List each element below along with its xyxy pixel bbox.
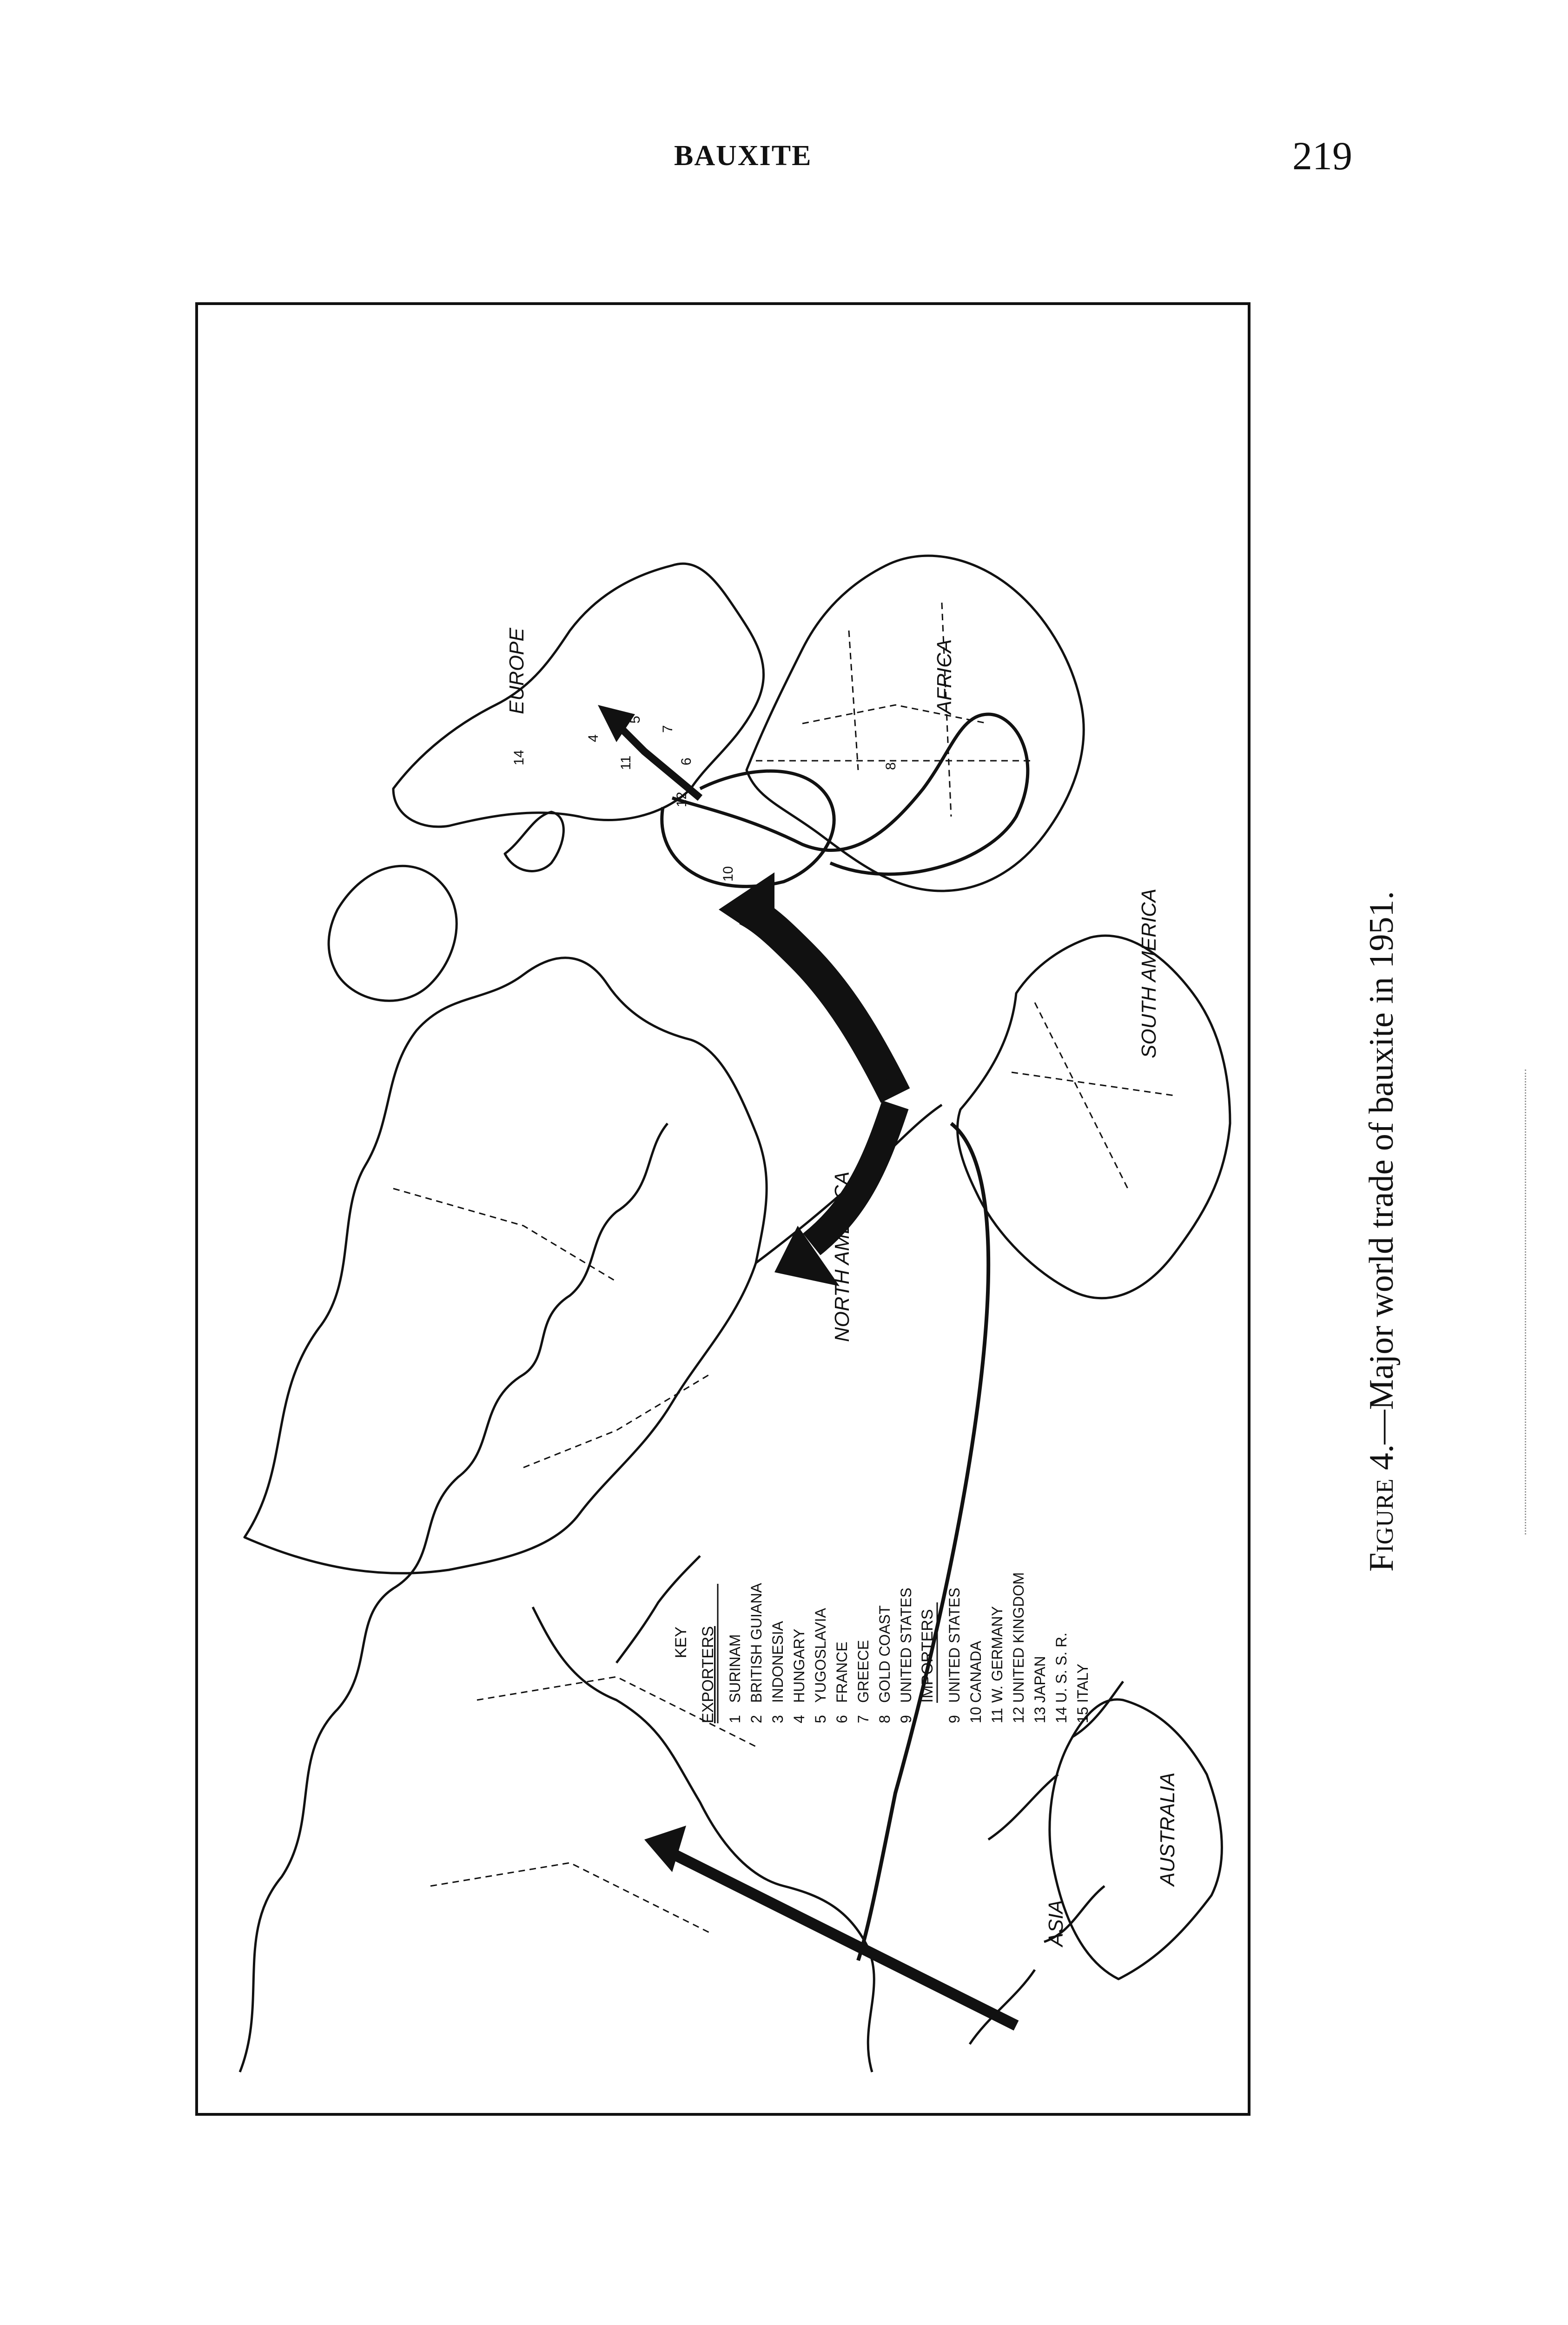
- legend-exporters-heading: EXPORTERS: [699, 1626, 717, 1723]
- legend-importer-name: U. S. S. R.: [1053, 1632, 1070, 1703]
- legend-importer-num: 14: [1053, 1707, 1070, 1723]
- figure-caption: [1362, 891, 1402, 1572]
- marker-greece: 7: [660, 725, 675, 733]
- marker-w-germany: 11: [618, 755, 634, 770]
- legend-exporter-num: 6: [834, 1715, 850, 1723]
- marker-yugoslavia: 5: [628, 716, 643, 724]
- legend-exporter-num: 5: [812, 1715, 829, 1723]
- legend-exporter-name: YUGOSLAVIA: [812, 1608, 829, 1703]
- scan-edge-mark: [1525, 1070, 1529, 1534]
- legend-importer-name: UNITED STATES: [946, 1588, 963, 1703]
- australia-outline: [1050, 1700, 1222, 1979]
- legend-exporter-num: 2: [748, 1715, 765, 1723]
- legend-exporter-name: GREECE: [855, 1640, 872, 1703]
- legend-exporter-num: 1: [727, 1715, 743, 1723]
- world-map-svg: [198, 305, 1253, 2119]
- figure-caption-label: Figure 4.: [1363, 1444, 1401, 1572]
- world-map-figure: [195, 302, 1250, 2116]
- legend-importers-heading: IMPORTERS: [919, 1609, 936, 1703]
- flow-loop-gold-coast: [672, 714, 1028, 874]
- legend-importer-name: ITALY: [1074, 1663, 1091, 1703]
- legend-importer-name: UNITED KINGDOM: [1010, 1572, 1027, 1703]
- legend-importer-num: 15: [1074, 1707, 1091, 1723]
- page-number: 219: [1292, 133, 1352, 178]
- legend-importer-num: 9: [946, 1715, 963, 1723]
- flow-arrow-guiana-to-us: [812, 1105, 895, 1244]
- legend-exporter-name: UNITED STATES: [898, 1588, 914, 1703]
- legend-importer-name: W. GERMANY: [989, 1606, 1006, 1703]
- marker-suriname-guiana: 1 2: [883, 1076, 899, 1096]
- europe-outline: [393, 564, 764, 827]
- marker-uk: 12: [674, 791, 689, 807]
- legend-importer-name: CANADA: [967, 1641, 984, 1703]
- figure-caption-text: —Major world trade of bauxite in 1951.: [1363, 891, 1401, 1444]
- legend-exporter-num: 4: [791, 1715, 807, 1723]
- label-europe: EUROPE: [505, 628, 528, 714]
- south-america-outline: [958, 936, 1230, 1298]
- legend-title: KEY: [672, 1626, 690, 1658]
- north-america-outline: [245, 958, 767, 1574]
- indonesia-islands: [970, 1681, 1123, 2044]
- asia-coastline: [240, 1123, 668, 2072]
- boundary-lines-north-america: [393, 1189, 709, 1468]
- label-africa: AFRICA: [933, 639, 956, 714]
- marker-canada: 10: [721, 866, 736, 882]
- marker-gold-coast: 8: [883, 762, 899, 770]
- legend-exporter-num: 8: [876, 1715, 893, 1723]
- legend-exporter-num: 7: [855, 1715, 872, 1723]
- running-head: BAUXITE: [674, 140, 812, 172]
- label-asia: ASIA: [1045, 1900, 1067, 1946]
- legend-exporter-name: GOLD COAST: [876, 1605, 893, 1703]
- flow-line-to-japan: [858, 1123, 988, 1960]
- label-north-america: NORTH AMERICA: [831, 1171, 853, 1342]
- legend-importer-num: 12: [1010, 1707, 1027, 1723]
- legend-importer-num: 10: [967, 1707, 984, 1723]
- legend-exporter-num: 3: [769, 1715, 786, 1723]
- marker-hungary: 4: [586, 734, 601, 742]
- british-isles-outline: [505, 812, 563, 871]
- legend-exporter-num: 9: [898, 1715, 914, 1723]
- legend-importers-list: [946, 1572, 1091, 1723]
- map-legend: [672, 1572, 1091, 1723]
- flow-arrow-indonesia-to-japan: [663, 1849, 1016, 2026]
- boundary-lines-africa: [756, 603, 1035, 817]
- marker-france: 6: [679, 757, 694, 765]
- legend-exporters-list: [727, 1583, 914, 1723]
- label-south-america: SOUTH AMERICA: [1138, 888, 1160, 1058]
- legend-importer-num: 13: [1032, 1707, 1048, 1723]
- legend-exporter-name: SURINAM: [727, 1634, 743, 1703]
- legend-exporter-name: HUNGARY: [791, 1628, 807, 1703]
- label-australia: AUSTRALIA: [1156, 1772, 1179, 1886]
- legend-exporter-name: BRITISH GUIANA: [748, 1583, 765, 1703]
- arrowhead-japan: [644, 1826, 686, 1872]
- greenland-outline: [329, 866, 457, 1001]
- legend-importer-name: JAPAN: [1032, 1656, 1048, 1703]
- legend-importer-num: 11: [989, 1707, 1006, 1723]
- legend-exporter-name: INDONESIA: [769, 1621, 786, 1703]
- marker-ussr: 14: [511, 750, 527, 765]
- legend-exporter-name: FRANCE: [834, 1641, 850, 1703]
